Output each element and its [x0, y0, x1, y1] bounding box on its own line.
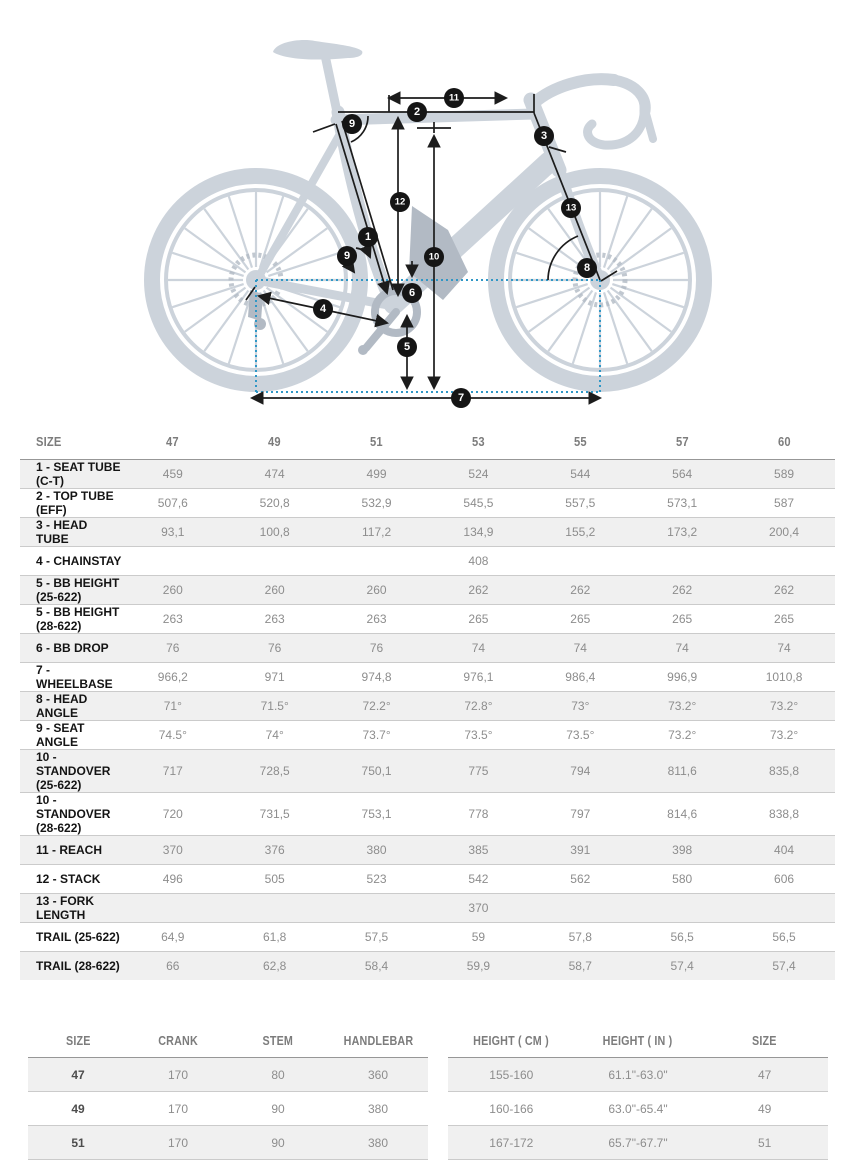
row-label: 8 - HEAD ANGLE	[20, 692, 122, 721]
row-label: 10 - STANDOVER (28-622)	[20, 793, 122, 836]
value-cell: 155,2	[529, 518, 631, 547]
value-cell: 71.5°	[224, 692, 326, 721]
value-cell: 507,6	[122, 489, 224, 518]
saddle	[273, 40, 362, 60]
geometry-row	[20, 489, 835, 518]
svg-text:12: 12	[394, 196, 406, 208]
value-cell: 966,2	[122, 663, 224, 692]
row-label: 9 - SEAT ANGLE	[20, 721, 122, 750]
value-cell: 986,4	[529, 663, 631, 692]
value-cell: 835,8	[733, 750, 835, 793]
row-label: 7 - WHEELBASE	[20, 663, 122, 692]
value-cell: 775	[428, 750, 530, 793]
svg-text:10: 10	[428, 251, 440, 263]
value-cell: 797	[529, 793, 631, 836]
value-cell: 170	[128, 1126, 228, 1160]
value-cell: 971	[224, 663, 326, 692]
geometry-row	[20, 836, 835, 865]
value-cell: 523	[326, 865, 428, 894]
value-cell	[733, 894, 835, 923]
value-cell: 753,1	[326, 793, 428, 836]
value-cell: 262	[529, 576, 631, 605]
column-header: HEIGHT ( CM )	[448, 1028, 575, 1058]
value-cell: 505	[224, 865, 326, 894]
geometry-row	[20, 750, 835, 793]
value-cell: 380	[328, 1092, 428, 1126]
value-cell: 499	[326, 460, 428, 489]
value-cell: 778	[428, 793, 530, 836]
value-cell: 160-166	[448, 1092, 575, 1126]
callout-10	[424, 247, 444, 267]
svg-text:9: 9	[348, 118, 356, 130]
column-header: HANDLEBAR	[328, 1028, 428, 1058]
callout-4	[313, 299, 333, 319]
geometry-row	[20, 663, 835, 692]
geometry-row	[20, 793, 835, 836]
value-cell: 74	[631, 634, 733, 663]
value-cell: 73°	[529, 692, 631, 721]
row-label: 6 - BB DROP	[20, 634, 122, 663]
svg-text:9: 9	[343, 250, 351, 262]
value-cell: 73.5°	[428, 721, 530, 750]
value-cell: 49	[28, 1092, 128, 1126]
value-cell: 370	[122, 836, 224, 865]
column-header: 49	[224, 425, 326, 460]
value-cell: 59,9	[466, 959, 491, 973]
value-cell	[122, 894, 224, 923]
value-cell: 72.8°	[428, 692, 530, 721]
value-cell: 587	[733, 489, 835, 518]
value-cell: 376	[224, 836, 326, 865]
value-cell: 76	[224, 634, 326, 663]
row-label: 13 - FORK LENGTH	[20, 894, 122, 923]
geometry-row	[20, 692, 835, 721]
value-cell	[529, 547, 631, 576]
geometry-row	[20, 952, 835, 981]
bottom-tables	[28, 1028, 855, 1160]
column-header: HEIGHT ( IN )	[575, 1028, 702, 1058]
value-cell: 265	[428, 605, 530, 634]
value-cell: 73.7°	[326, 721, 428, 750]
svg-text:5: 5	[403, 341, 411, 353]
value-cell: 76	[326, 634, 428, 663]
callout-6	[402, 283, 422, 303]
value-cell: 74	[529, 634, 631, 663]
svg-text:7: 7	[457, 392, 465, 404]
sizing-row	[448, 1126, 828, 1160]
value-cell: 263	[122, 605, 224, 634]
value-cell: 580	[631, 865, 733, 894]
value-cell: 370	[428, 894, 530, 923]
value-cell	[631, 547, 733, 576]
row-label: 3 - HEAD TUBE	[20, 518, 122, 547]
value-cell: 58,4	[364, 959, 389, 973]
column-header: SIZE	[701, 1028, 828, 1058]
callout-2	[407, 102, 427, 122]
value-cell: 391	[529, 836, 631, 865]
bike-geometry-diagram	[0, 0, 855, 420]
value-cell: 73.2°	[631, 692, 733, 721]
callout-8	[577, 258, 597, 278]
value-cell: 80	[228, 1058, 328, 1092]
value-cell: 73.2°	[733, 721, 835, 750]
value-cell: 263	[326, 605, 428, 634]
geometry-row	[20, 460, 835, 489]
svg-text:8: 8	[583, 262, 591, 274]
value-cell: 66	[166, 959, 180, 973]
value-cell: 544	[529, 460, 631, 489]
value-cell: 1010,8	[733, 663, 835, 692]
value-cell	[733, 547, 835, 576]
value-cell: 72.2°	[326, 692, 428, 721]
components-row	[28, 1126, 428, 1160]
column-header: SIZE	[28, 1028, 128, 1058]
value-cell: 838,8	[733, 793, 835, 836]
column-header: 47	[122, 425, 224, 460]
value-cell: 996,9	[631, 663, 733, 692]
value-cell: 262	[733, 576, 835, 605]
value-cell: 51	[701, 1126, 828, 1160]
svg-text:2: 2	[413, 106, 421, 118]
components-row	[28, 1058, 428, 1092]
value-cell: 557,5	[529, 489, 631, 518]
value-cell: 260	[224, 576, 326, 605]
sizing-table	[448, 1028, 828, 1160]
value-cell: 380	[328, 1126, 428, 1160]
value-cell: 564	[631, 460, 733, 489]
column-header: SIZE	[20, 425, 122, 460]
value-cell: 117,2	[326, 518, 428, 547]
value-cell: 64,9	[122, 923, 224, 952]
row-label: 12 - STACK	[20, 865, 122, 894]
value-cell	[224, 894, 326, 923]
value-cell: 47	[701, 1058, 828, 1092]
value-cell: 58,7	[568, 959, 592, 973]
value-cell	[631, 894, 733, 923]
value-cell: 260	[326, 576, 428, 605]
value-cell: 200,4	[733, 518, 835, 547]
value-cell: 57,8	[529, 923, 631, 952]
value-cell: 459	[122, 460, 224, 489]
components-row	[28, 1092, 428, 1126]
row-label: 10 - STANDOVER (25-622)	[20, 750, 122, 793]
row-label: 2 - TOP TUBE (EFF)	[20, 489, 122, 518]
value-cell: 73.2°	[733, 692, 835, 721]
value-cell: 474	[224, 460, 326, 489]
geometry-row	[20, 634, 835, 663]
value-cell: 573,1	[631, 489, 733, 518]
value-cell: 811,6	[631, 750, 733, 793]
value-cell: 100,8	[224, 518, 326, 547]
geometry-row	[20, 923, 835, 952]
callout-1	[358, 227, 378, 247]
value-cell: 398	[631, 836, 733, 865]
callout-5	[397, 337, 417, 357]
value-cell: 360	[328, 1058, 428, 1092]
value-cell: 496	[122, 865, 224, 894]
value-cell	[529, 894, 631, 923]
value-cell: 71°	[122, 692, 224, 721]
value-cell: 731,5	[224, 793, 326, 836]
value-cell: 63.0"-65.4"	[575, 1092, 702, 1126]
value-cell: 408	[428, 547, 530, 576]
value-cell: 262	[631, 576, 733, 605]
svg-text:13: 13	[565, 202, 577, 214]
value-cell: 720	[122, 793, 224, 836]
row-label: 1 - SEAT TUBE (C-T)	[20, 460, 122, 489]
geometry-row	[20, 605, 835, 634]
value-cell: 74.5°	[122, 721, 224, 750]
value-cell: 93,1	[122, 518, 224, 547]
value-cell: 173,2	[631, 518, 733, 547]
geometry-row	[20, 865, 835, 894]
value-cell: 74°	[224, 721, 326, 750]
value-cell: 155-160	[448, 1058, 575, 1092]
value-cell: 49	[701, 1092, 828, 1126]
column-header: 53	[428, 425, 530, 460]
row-label: TRAIL (25-622)	[20, 923, 122, 952]
value-cell: 170	[128, 1092, 228, 1126]
value-cell: 73.2°	[631, 721, 733, 750]
svg-text:6: 6	[408, 287, 416, 299]
value-cell: 59	[428, 923, 530, 952]
row-label: 5 - BB HEIGHT (28-622)	[20, 605, 122, 634]
value-cell: 265	[631, 605, 733, 634]
value-cell: 545,5	[428, 489, 530, 518]
value-cell: 265	[529, 605, 631, 634]
svg-text:3: 3	[540, 130, 548, 142]
value-cell: 73.5°	[529, 721, 631, 750]
column-header: 60	[733, 425, 835, 460]
column-header: 51	[326, 425, 428, 460]
svg-text:11: 11	[448, 92, 460, 104]
value-cell: 542	[428, 865, 530, 894]
value-cell: 589	[733, 460, 835, 489]
row-label: 4 - CHAINSTAY	[20, 547, 122, 576]
column-header: 57	[631, 425, 733, 460]
value-cell: 90	[228, 1092, 328, 1126]
bike-silhouette	[152, 40, 704, 384]
value-cell: 260	[122, 576, 224, 605]
value-cell: 265	[733, 605, 835, 634]
value-cell	[326, 547, 428, 576]
value-cell: 57,5	[326, 923, 428, 952]
value-cell	[326, 894, 428, 923]
value-cell	[224, 547, 326, 576]
value-cell: 62,8	[263, 959, 287, 973]
geometry-row	[20, 547, 835, 576]
value-cell: 51	[28, 1126, 128, 1160]
geometry-row	[20, 721, 835, 750]
value-cell: 47	[28, 1058, 128, 1092]
column-header: 55	[529, 425, 631, 460]
components-table	[28, 1028, 428, 1160]
callout-3	[534, 126, 554, 146]
header-row	[448, 1028, 828, 1058]
value-cell: 262	[428, 576, 530, 605]
value-cell: 56,5	[733, 923, 835, 952]
value-cell: 57,4	[670, 959, 694, 973]
value-cell: 524	[428, 460, 530, 489]
row-label: 5 - BB HEIGHT (25-622)	[20, 576, 122, 605]
value-cell: 56,5	[631, 923, 733, 952]
callout-11	[444, 88, 464, 108]
value-cell: 562	[529, 865, 631, 894]
geometry-table	[20, 425, 835, 980]
value-cell: 61,8	[224, 923, 326, 952]
row-label: 11 - REACH	[20, 836, 122, 865]
column-header: CRANK	[128, 1028, 228, 1058]
callout-7	[451, 388, 471, 408]
value-cell: 263	[224, 605, 326, 634]
geometry-row	[20, 518, 835, 547]
value-cell: 167-172	[448, 1126, 575, 1160]
callout-12	[390, 192, 410, 212]
value-cell: 974,8	[326, 663, 428, 692]
value-cell: 717	[122, 750, 224, 793]
value-cell: 750,1	[326, 750, 428, 793]
value-cell: 380	[326, 836, 428, 865]
value-cell: 134,9	[428, 518, 530, 547]
value-cell: 74	[733, 634, 835, 663]
value-cell: 794	[529, 750, 631, 793]
svg-text:1: 1	[364, 231, 372, 243]
callout-9	[337, 246, 357, 266]
value-cell: 385	[428, 836, 530, 865]
sizing-row	[448, 1092, 828, 1126]
value-cell: 76	[122, 634, 224, 663]
column-header: STEM	[228, 1028, 328, 1058]
svg-text:4: 4	[319, 303, 327, 315]
value-cell: 90	[228, 1126, 328, 1160]
value-cell: 520,8	[224, 489, 326, 518]
value-cell: 74	[428, 634, 530, 663]
value-cell: 976,1	[428, 663, 530, 692]
geometry-row	[20, 576, 835, 605]
value-cell: 728,5	[224, 750, 326, 793]
callout-9	[342, 114, 362, 134]
value-cell: 57,4	[772, 959, 796, 973]
header-row	[28, 1028, 428, 1058]
value-cell: 65.7"-67.7"	[575, 1126, 702, 1160]
value-cell: 404	[733, 836, 835, 865]
sizing-row	[448, 1058, 828, 1092]
value-cell: 606	[733, 865, 835, 894]
value-cell: 814,6	[631, 793, 733, 836]
geometry-row	[20, 894, 835, 923]
value-cell: 170	[128, 1058, 228, 1092]
value-cell: 61.1"-63.0"	[575, 1058, 702, 1092]
value-cell: 532,9	[326, 489, 428, 518]
row-label: TRAIL (28-622)	[36, 959, 120, 973]
value-cell	[122, 547, 224, 576]
callout-13	[561, 198, 581, 218]
seat-angle-tick	[313, 124, 335, 132]
header-row	[20, 425, 835, 460]
